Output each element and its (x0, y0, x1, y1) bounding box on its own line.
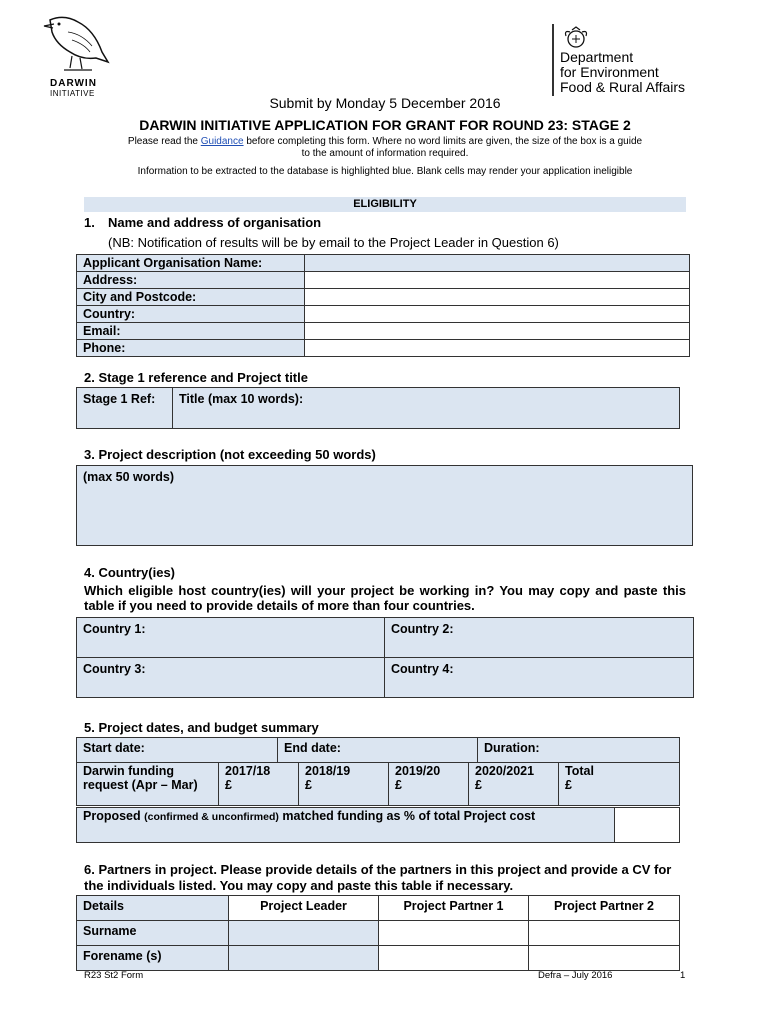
partner2-surname-input[interactable] (529, 921, 680, 946)
darwin-logo-text: DARWIN (50, 78, 97, 89)
partner-1-header: Project Partner 1 (379, 896, 529, 921)
country-1-cell[interactable]: Country 1: (77, 618, 385, 658)
submit-by: Submit by Monday 5 December 2016 (269, 95, 501, 111)
forename-label: Forename (s) (77, 946, 229, 971)
currency-symbol: £ (475, 778, 482, 792)
darwin-logo (42, 12, 114, 98)
table-row (77, 289, 690, 306)
year-2020-label: 2020/2021 (475, 764, 535, 778)
partners-table (76, 895, 680, 971)
matched-funding-table (76, 807, 680, 843)
description-table (76, 465, 693, 546)
matched-funding-small: (confirmed & unconfirmed) (144, 811, 279, 823)
matched-funding-post: matched funding as % of total Project cost (282, 809, 536, 823)
year-2019-label: 2019/20 (395, 764, 441, 778)
defra-line3: Food & Rural Affairs (560, 79, 686, 95)
year-2018-cell[interactable] (299, 763, 389, 806)
guidance-link[interactable]: Guidance (200, 136, 244, 147)
stage1-ref-label[interactable]: Stage 1 Ref: (77, 388, 173, 429)
duration-cell[interactable]: Duration: (478, 738, 680, 763)
currency-symbol: £ (395, 778, 402, 792)
table-row (77, 946, 680, 971)
partner-2-header: Project Partner 2 (529, 896, 680, 921)
details-header: Details (77, 896, 229, 921)
project-leader-header: Project Leader (229, 896, 379, 921)
partner1-forename-input[interactable] (379, 946, 529, 971)
end-date-cell[interactable]: End date: (278, 738, 478, 763)
funding-table (76, 762, 680, 806)
org-name-input[interactable] (305, 255, 690, 272)
phone-label: Phone: (77, 340, 305, 357)
table-row (77, 272, 690, 289)
email-label: Email: (77, 323, 305, 340)
q1-subtitle: (NB: Notification of results will be by email to the Project Leader in Question 6) (108, 235, 559, 250)
year-2019-cell[interactable] (389, 763, 469, 806)
year-2017-label: 2017/18 (225, 764, 271, 778)
q5-title: 5. Project dates, and budget summary (84, 720, 319, 735)
city-postcode-input[interactable] (305, 289, 690, 306)
partner1-surname-input[interactable] (379, 921, 529, 946)
city-postcode-label: City and Postcode: (77, 289, 305, 306)
phone-input[interactable] (305, 340, 690, 357)
address-input[interactable] (305, 272, 690, 289)
currency-symbol: £ (305, 778, 312, 792)
bird-icon (42, 12, 114, 74)
partner2-forename-input[interactable] (529, 946, 680, 971)
description-box[interactable]: (max 50 words) (77, 466, 693, 546)
stage1-table (76, 387, 680, 429)
q4-instructions: Which eligible host country(ies) will your project be working in? You may copy and paste this table if you need to provide details of more than four countries. (84, 583, 686, 613)
crest-icon (562, 26, 590, 50)
currency-symbol: £ (225, 778, 232, 792)
currency-symbol: £ (565, 778, 572, 792)
eligibility-heading: ELIGIBILITY (84, 197, 686, 212)
q1-number: 1. (84, 215, 95, 230)
guidance-note (80, 136, 690, 160)
year-2018-label: 2018/19 (305, 764, 351, 778)
q6-title: 6. Partners in project. Please provide details of the partners in this project and provide a CV for the individuals listed. You may copy and paste this table if necessary. (84, 862, 672, 893)
footer-defra-date: Defra – July 2016 (538, 970, 613, 981)
countries-table (76, 617, 694, 698)
q2-title: 2. Stage 1 reference and Project title (84, 370, 308, 385)
funding-request-label: Darwin funding request (Apr – Mar) (77, 763, 219, 806)
country-3-cell[interactable]: Country 3: (77, 658, 385, 698)
defra-line1: Department (560, 49, 634, 65)
defra-line2: for Environment (560, 64, 659, 80)
table-row (77, 255, 690, 272)
matched-funding-pre: Proposed (83, 809, 141, 823)
country-label: Country: (77, 306, 305, 323)
darwin-logo-subtext: INITIATIVE (50, 89, 95, 98)
q1-title: Name and address of organisation (108, 215, 322, 230)
org-details-table (76, 254, 690, 357)
table-row (77, 323, 690, 340)
table-row (77, 921, 680, 946)
start-date-cell[interactable]: Start date: (77, 738, 278, 763)
database-note: Information to be extracted to the database is highlighted blue. Blank cells may render your application ineligible (137, 166, 633, 177)
year-2017-cell[interactable] (219, 763, 299, 806)
q3-title: 3. Project description (not exceeding 50 words) (84, 447, 376, 462)
total-cell[interactable] (559, 763, 680, 806)
table-row (77, 306, 690, 323)
dates-table (76, 737, 680, 763)
project-title-label[interactable]: Title (max 10 words): (173, 388, 680, 429)
email-input[interactable] (305, 323, 690, 340)
guidance-note-pre: Please read the (127, 136, 198, 147)
org-name-label: Applicant Organisation Name: (77, 255, 305, 272)
page-title: DARWIN INITIATIVE APPLICATION FOR GRANT FOR ROUND 23: STAGE 2 (139, 117, 631, 133)
guidance-note-post: before completing this form. Where no word limits are given, the size of the box is a guide (246, 136, 643, 147)
matched-funding-label (77, 808, 615, 843)
footer-form-id: R23 St2 Form (84, 970, 144, 981)
table-row (77, 340, 690, 357)
leader-surname-input[interactable] (229, 921, 379, 946)
footer-page-number: 1 (680, 970, 686, 981)
guidance-note-line2: to the amount of information required. (301, 148, 469, 159)
country-4-cell[interactable]: Country 4: (385, 658, 694, 698)
defra-logo (552, 24, 712, 100)
year-2020-cell[interactable] (469, 763, 559, 806)
defra-divider (552, 24, 554, 96)
total-label: Total (565, 764, 594, 778)
leader-forename-input[interactable] (229, 946, 379, 971)
matched-funding-input[interactable] (615, 808, 680, 843)
country-input[interactable] (305, 306, 690, 323)
q4-title: 4. Country(ies) (84, 565, 176, 580)
surname-label: Surname (77, 921, 229, 946)
address-label: Address: (77, 272, 305, 289)
country-2-cell[interactable]: Country 2: (385, 618, 694, 658)
